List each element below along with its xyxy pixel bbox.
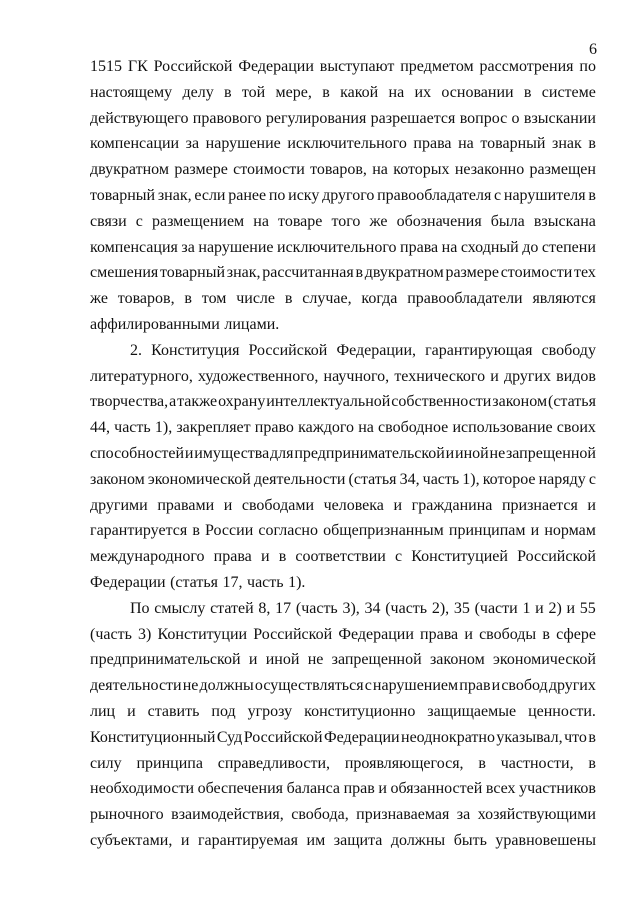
text-line: субъектами, и гарантируемая им защита должны быть уравновешены <box>90 831 596 849</box>
text-line: другими правами и свободами человека и гражданина признается и <box>90 496 596 514</box>
text-line: компенсация за нарушение исключительного права на сходный до степени <box>90 238 596 256</box>
document-body <box>90 54 596 854</box>
text-line: 2. Конституция Российской Федерации, гарантирующая свободу <box>130 341 596 359</box>
text-line: действующего правового регулирования разрешается вопрос о взыскании <box>90 109 596 127</box>
text-line: лиц и ставить под угрозу конституционно защищаемые ценности. <box>90 702 596 720</box>
text-line: Конституционный Суд Российской Федерации неоднократно указывал, что в <box>90 728 596 746</box>
text-line: международного права и в соответствии с Конституцией Российской <box>90 548 596 566</box>
text-line: силу принципа справедливости, проявляющегося, в частности, в <box>90 754 596 772</box>
text-line: смешения товарный знак, рассчитанная в двукратном размере стоимости тех <box>90 264 596 282</box>
text-line: рыночного взаимодействия, свобода, признаваемая за хозяйствующими <box>90 806 596 824</box>
text-line: литературного, художественного, научного, технического и других видов <box>90 367 596 385</box>
text-line: компенсации за нарушение исключительного права на товарный знак в <box>90 135 596 153</box>
text-line: предпринимательской и иной не запрещенной законом экономической <box>90 651 596 669</box>
paragraph <box>90 596 596 854</box>
text-line: 44, часть 1), закрепляет право каждого на свободное использование своих <box>90 419 596 437</box>
paragraph <box>90 338 596 596</box>
text-line: творчества, а также охрану интеллектуальной собственности законом (статья <box>90 393 596 411</box>
text-line: же товаров, в том числе в случае, когда правообладатели являются <box>90 290 596 308</box>
text-line: двукратном размере стоимости товаров, на которых незаконно размещен <box>90 161 596 179</box>
text-line: законом экономической деятельности (статья 34, часть 1), которое наряду с <box>90 470 596 488</box>
text-line: товарный знак, если ранее по иску другого правообладателя с нарушителя в <box>90 186 596 204</box>
page-number: 6 <box>589 41 597 58</box>
text-line: необходимости обеспечения баланса прав и обязанностей всех участников <box>90 780 596 798</box>
text-line: гарантируется в России согласно общепризнанным принципам и нормам <box>90 522 596 540</box>
text-line: деятельности не должны осуществляться с нарушением прав и свобод других <box>90 677 596 695</box>
text-line: Федерации (статья 17, часть 1). <box>90 573 306 591</box>
text-line: аффилированными лицами. <box>90 315 280 333</box>
text-line: связи с размещением на товаре того же обозначения была взыскана <box>90 212 596 230</box>
text-line: 1515 ГК Российской Федерации выступают предметом рассмотрения по <box>90 58 596 75</box>
text-line: настоящему делу в той мере, в какой на их основании в системе <box>90 83 596 101</box>
text-line: (часть 3) Конституции Российской Федерации права и свободы в сфере <box>90 625 596 643</box>
paragraph <box>90 54 596 338</box>
text-line: способностей и имущества для предпринимательской и иной не запрещенной <box>90 444 596 462</box>
text-line: По смыслу статей 8, 17 (часть 3), 34 (часть 2), 35 (части 1 и 2) и 55 <box>130 599 596 617</box>
